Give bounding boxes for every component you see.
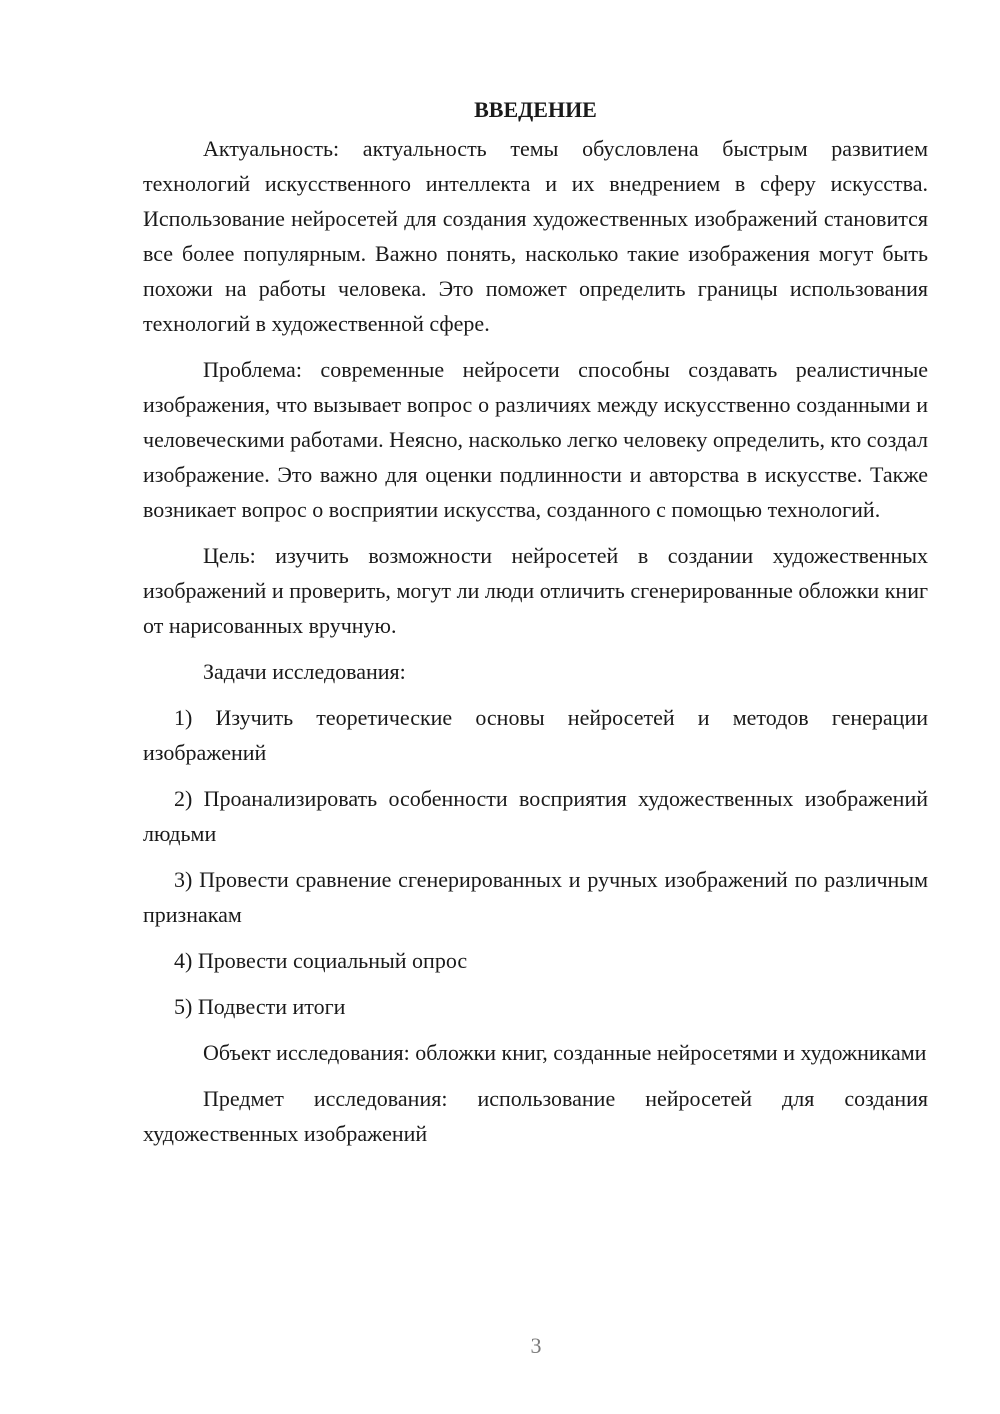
list-item: 2) Проанализировать особенности восприятия художественных изображений людьми [143, 786, 928, 846]
paragraph-problem: Проблема: современные нейросети способны создавать реалистичные изображения, что вызывает вопрос о различиях между искусственно созданными и человеческими работами. Неясно, насколько легко человеку определить, кто создал изображение. Это важно для оценки подлинности и авторства в искусстве. Также возникает вопрос о восприятии искусства, созданного с помощью технологий. [143, 357, 928, 522]
page-title: ВВЕДЕНИЕ [474, 97, 597, 122]
paragraph-object: Объект исследования: обложки книг, созданные нейросетями и художниками [203, 1040, 927, 1065]
list-item: 3) Провести сравнение сгенерированных и ручных изображений по различным признакам [143, 867, 928, 927]
list-item: 4) Провести социальный опрос [174, 948, 468, 973]
list-item: 1) Изучить теоретические основы нейросетей и методов генерации изображений [143, 705, 928, 765]
page-number: 3 [530, 1333, 542, 1358]
document-page [143, 92, 928, 1162]
paragraph-goal: Цель: изучить возможности нейросетей в создании художественных изображений и проверить, могут ли люди отличить сгенерированные обложки книг от нарисованных вручную. [143, 543, 928, 638]
tasks-list [143, 700, 928, 1024]
list-item: 5) Подвести итоги [174, 994, 346, 1019]
paragraph-relevance: Актуальность: актуальность темы обусловлена быстрым развитием технологий искусственного интеллекта и их внедрением в сферу искусства. Использование нейросетей для создания художественных изображений становится все более популярным. Важно понять, насколько такие изображения могут быть похожи на работы человека. Это поможет определить границы использования технологий в художественной сфере. [143, 136, 928, 336]
paragraph-subject: Предмет исследования: использование нейросетей для создания художественных изображений [143, 1086, 928, 1146]
tasks-heading: Задачи исследования: [203, 659, 406, 684]
